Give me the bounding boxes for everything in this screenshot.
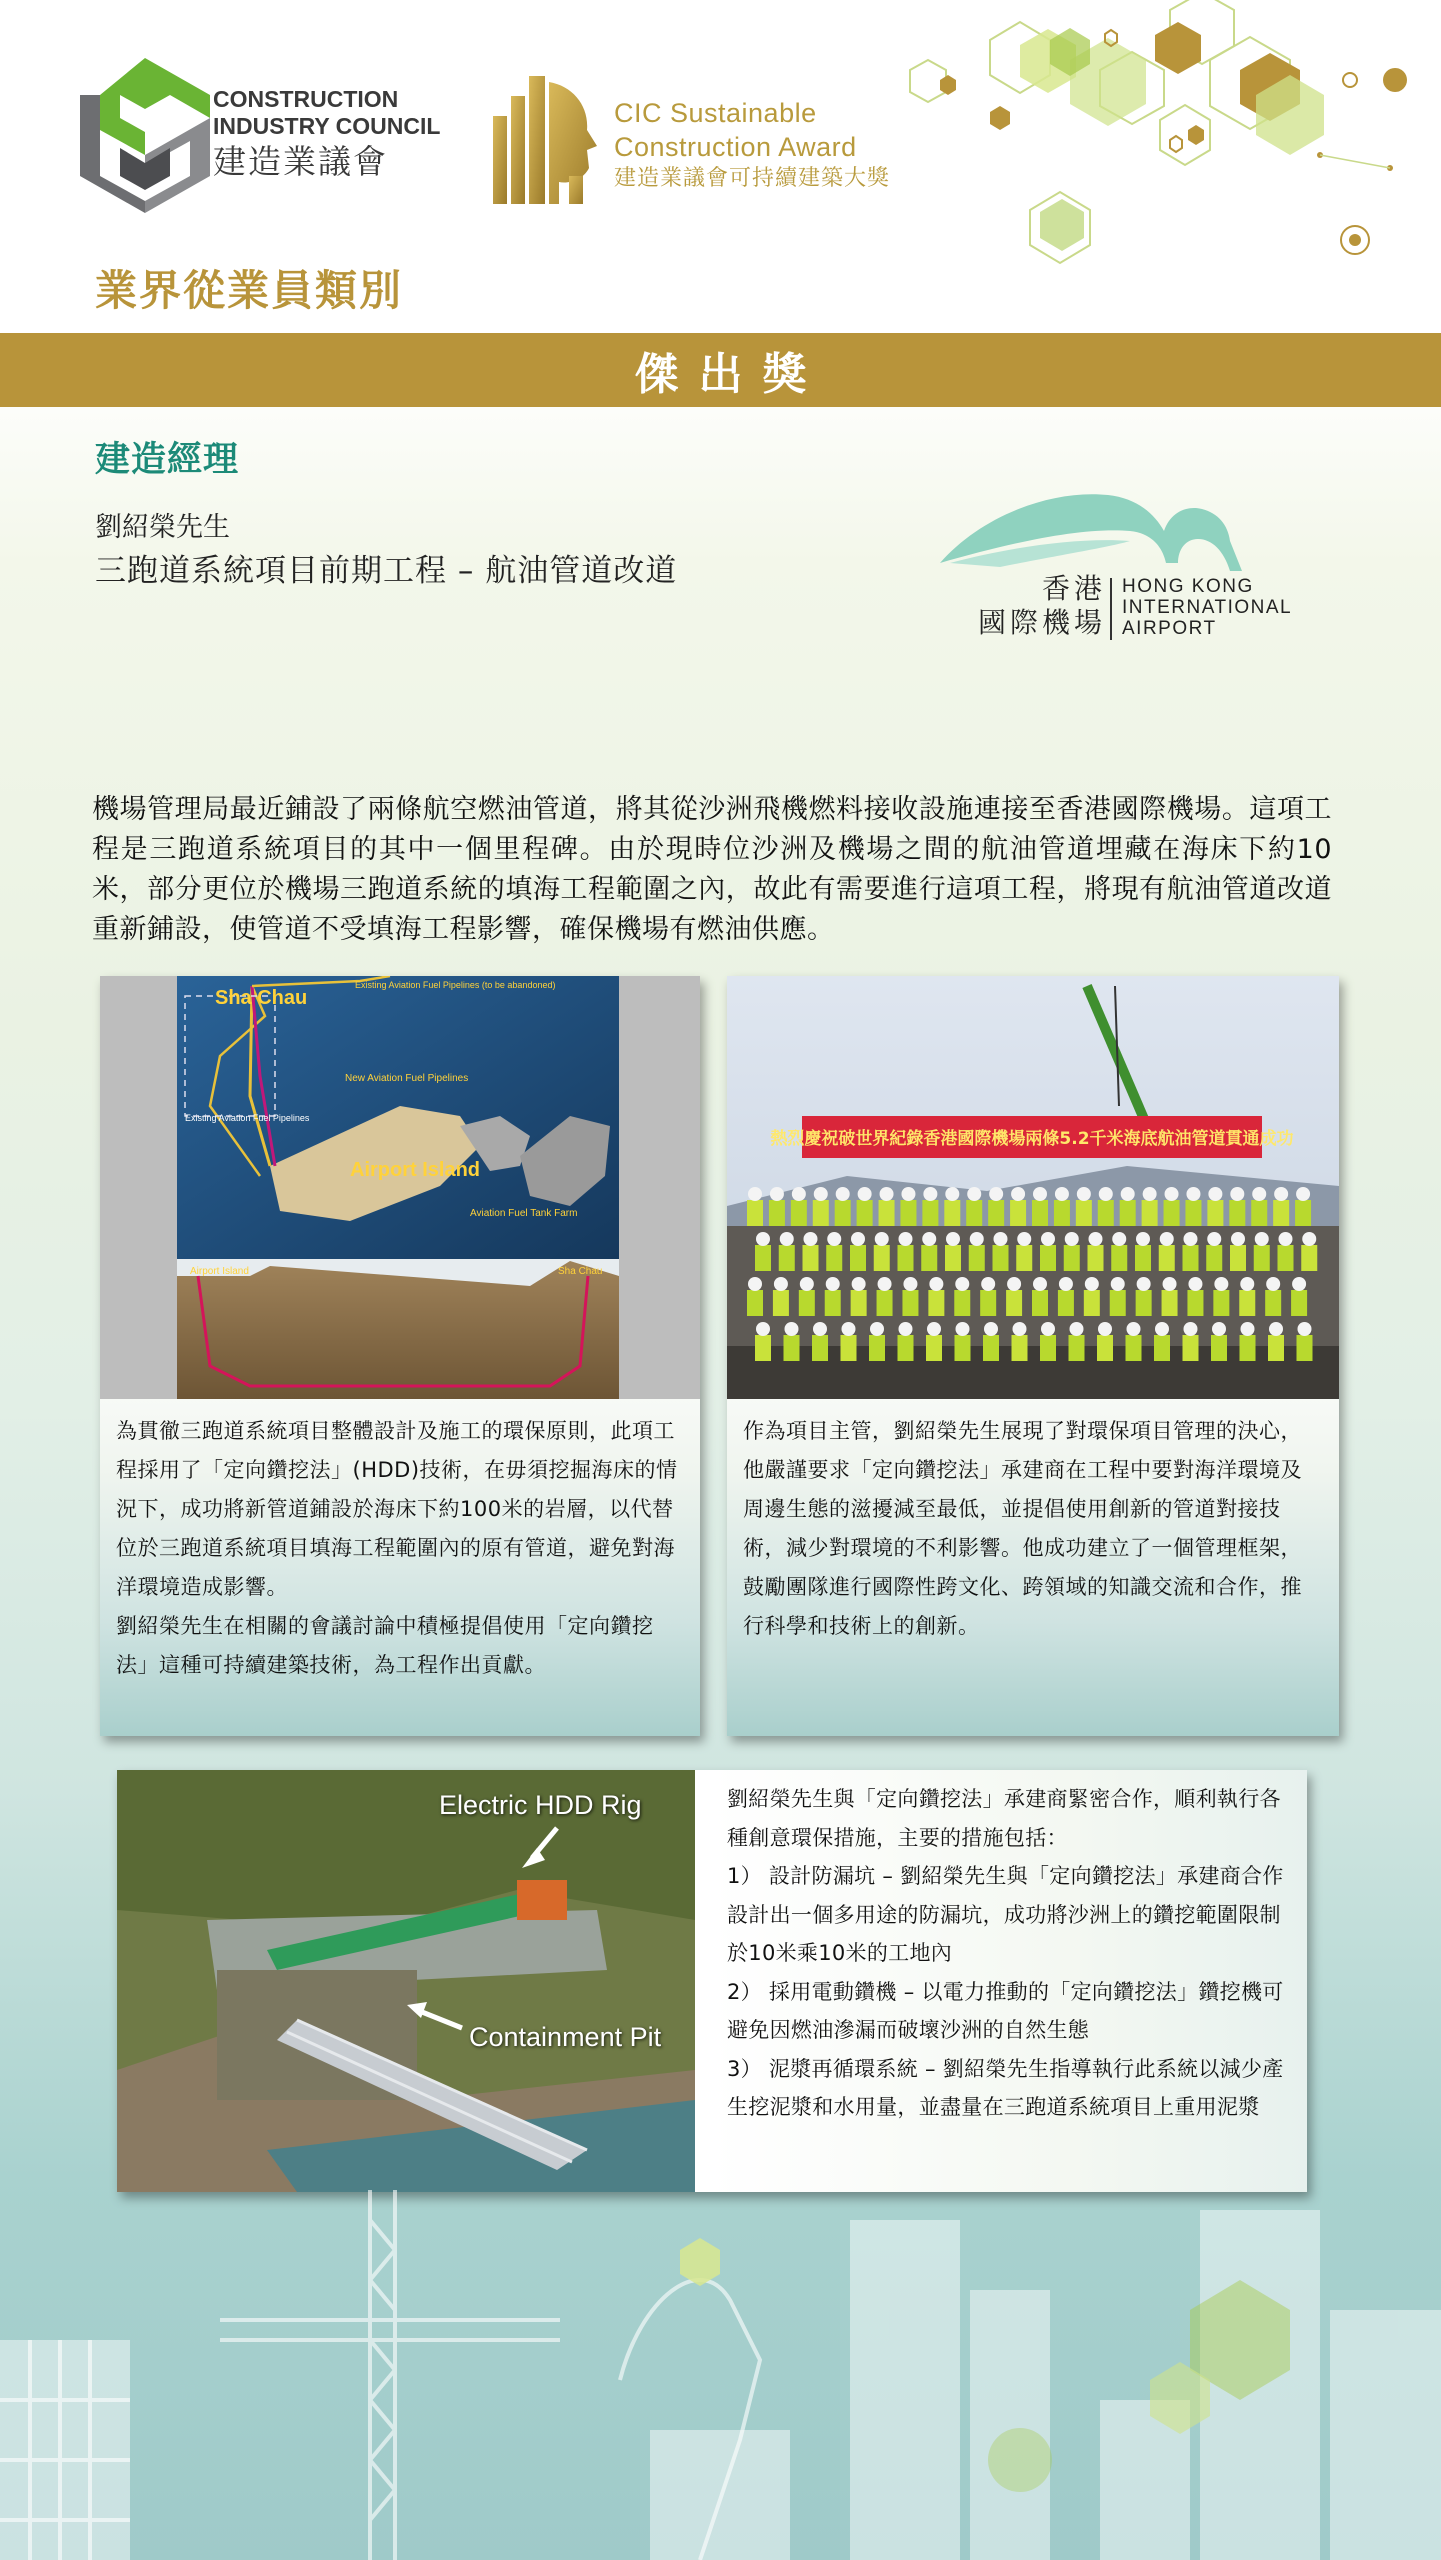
hkia-name-en-line1: HONG KONG (1122, 576, 1254, 597)
left-card-paragraph-2: 劉紹榮先生在相關的會議討論中積極提倡使用「定向鑽挖法」這種可持續建築技術，為工程作出貢獻。 (116, 1614, 654, 1677)
hdd-rig-label: Electric HDD Rig (439, 1790, 642, 1820)
project-title: 三跑道系統項目前期工程 – 航油管道改道 (95, 553, 678, 589)
hkia-name-zh (978, 572, 1106, 640)
card-team-photo (727, 976, 1339, 1736)
measure-item-2: 2） 採用電動鑽機 – 以電力推動的「定向鑽挖法」鑽挖機可避免因燃油滲漏而破壞沙洲的自然生態 (727, 1979, 1284, 2042)
hkia-separator (1110, 578, 1112, 640)
hkia-name-zh-line2: 國際機場 (978, 606, 1107, 639)
award-level-banner (0, 333, 1441, 407)
award-level: 傑出獎 (634, 349, 827, 400)
map-label-new-pipelines: New Aviation Fuel Pipelines (345, 1073, 469, 1084)
map-label-existing-pipelines-north: Existing Aviation Fuel Pipelines (to be abandoned) (355, 980, 556, 990)
award-name (614, 96, 890, 194)
section-label-airport-island: Airport Island (190, 1266, 249, 1277)
hkia-name-en (1122, 576, 1292, 639)
cic-name (213, 86, 440, 184)
measure-item-1: 1） 設計防漏坑 – 劉紹榮先生與「定向鑽挖法」承建商合作設計出一個多用途的防漏坑，成功將沙洲上的鑽挖範圍限制於10米乘10米的工地內 (727, 1864, 1284, 1965)
person-name: 劉紹榮先生 (95, 512, 230, 543)
hkia-name-en-line3: AIRPORT (1122, 618, 1217, 639)
card-pipeline-map (100, 976, 700, 1736)
award-name-line2: Construction Award (614, 132, 857, 162)
map-label-sha-chau: Sha Chau (215, 987, 308, 1009)
category-title: 業界從業員類別 (95, 266, 404, 315)
award-logo (493, 76, 605, 204)
right-card-text: 作為項目主管，劉紹榮先生展現了對環保項目管理的決心，他嚴謹要求「定向鑽挖法」承建商在工程中要對海洋環境及周邊生態的滋擾減至最低，並提倡使用創新的管道對接技術，減少對環境的不利影響。他成功建立了一個管理框架，鼓勵團隊進行國際性跨文化、跨領域的知識交流和合作，推行科學和技術上的創新。 (743, 1419, 1302, 1638)
hexagon-decoration (870, 0, 1441, 275)
hkia-name-en-line2: INTERNATIONAL (1122, 597, 1293, 618)
team-celebration-photo (727, 976, 1339, 1399)
award-name-line1: CIC Sustainable (614, 98, 817, 128)
card-hdd-measures (117, 1770, 1307, 2192)
cic-logo (80, 58, 210, 213)
containment-pit-label: Containment Pit (469, 2022, 662, 2052)
measures-list (727, 1780, 1292, 2127)
hkia-name-zh-line1: 香港 (1042, 572, 1107, 605)
cic-name-zh: 建造業議會 (213, 142, 388, 181)
cic-name-en-line2: INDUSTRY COUNCIL (213, 113, 441, 139)
map-label-existing-pipelines: Existing Aviation Fuel Pipelines (185, 1113, 310, 1123)
role-title: 建造經理 (95, 440, 240, 480)
pipeline-map-image (100, 976, 700, 1399)
cic-name-en-line1: CONSTRUCTION (213, 86, 399, 112)
left-card-text (116, 1412, 684, 1685)
hdd-rig-photo (117, 1770, 695, 2192)
construction-skyline-decoration (0, 2180, 1441, 2560)
left-card-paragraph-1: 為貫徹三跑道系統項目整體設計及施工的環保原則，此項工程採用了「定向鑽挖法」(HDD)技術，在毋須挖掘海床的情況下，成功將新管道鋪設於海床下約100米的岩層，以代替位於三跑道系統項目填海工程範圍內的原有管道，避免對海洋環境造成影響。 (116, 1419, 678, 1599)
section-label-sha-chau: Sha Chau (558, 1266, 603, 1277)
intro-paragraph: 機場管理局最近鋪設了兩條航空燃油管道，將其從沙洲飛機燃料接收設施連接至香港國際機場。這項工程是三跑道系統項目的其中一個里程碑。由於現時位沙洲及機場之間的航油管道埋藏在海床下約10米，部分更位於機場三跑道系統的填海工程範圍之內，故此有需要進行這項工程，將現有航油管道改道重新鋪設，使管道不受填海工程影響，確保機場有燃油供應。 (92, 794, 1332, 945)
award-name-line3: 建造業議會可持續建築大獎 (614, 166, 891, 191)
map-label-airport-island: Airport Island (350, 1159, 481, 1181)
celebration-banner-text: 熱烈慶祝破世界紀錄香港國際機場兩條5.2千米海底航油管道貫通成功 (770, 1129, 1294, 1149)
map-label-tank-farm: Aviation Fuel Tank Farm (470, 1208, 578, 1219)
measures-intro: 劉紹榮先生與「定向鑽挖法」承建商緊密合作，順利執行各種創意環保措施，主要的措施包括： (727, 1787, 1281, 1850)
measure-item-3: 3） 泥漿再循環系統 – 劉紹榮先生指導執行此系統以減少產生挖泥漿和水用量，並盡量在三跑道系統項目上重用泥漿 (727, 2056, 1284, 2119)
